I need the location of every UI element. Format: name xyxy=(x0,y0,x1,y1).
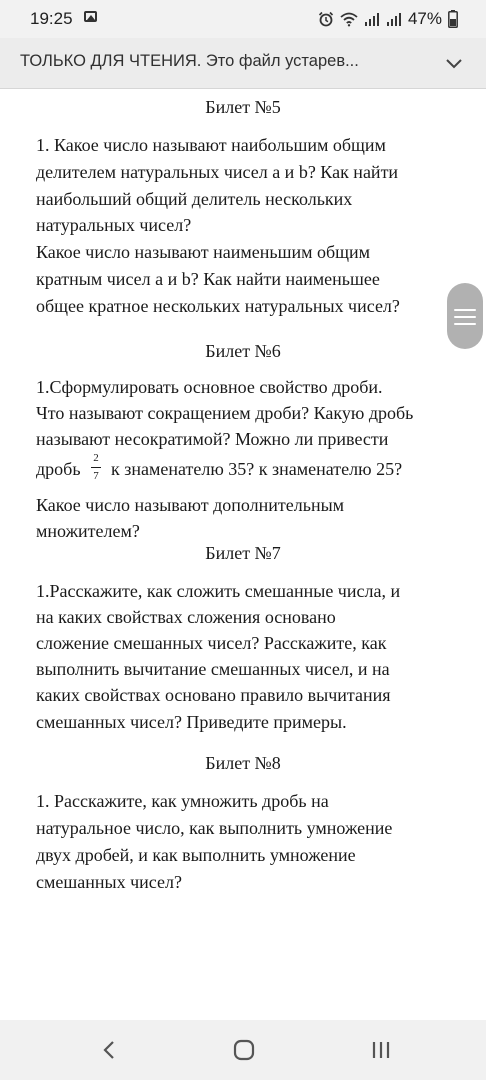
ticket-6-fraction-suffix: к знаменателю 35? к знаменателю 25? xyxy=(111,459,403,479)
alarm-icon xyxy=(318,11,334,27)
ticket-7-line: 1.Расскажите, как сложить смешанные числа, и xyxy=(36,581,401,601)
ticket-5-line: натуральных чисел? xyxy=(36,215,192,235)
ticket-7-line: выполнить вычитание смешанных чисел, и на xyxy=(36,659,390,679)
ticket-7-line: сложение смешанных чисел? Расскажите, как xyxy=(36,633,387,653)
ticket-5-line: делителем натуральных чисел а и b? Как найти xyxy=(36,162,399,182)
ticket-8-line: смешанных чисел? xyxy=(36,872,182,892)
ticket-8-line: двух дробей, и как выполнить умножение xyxy=(36,845,356,865)
signal-icon xyxy=(386,11,402,27)
ticket-5-line: кратным чисел а и b? Как найти наименьшее xyxy=(36,269,380,289)
scroll-handle[interactable] xyxy=(447,283,483,349)
ticket-7-line: каких свойствах основано правило вычитания xyxy=(36,685,391,705)
chevron-down-icon[interactable] xyxy=(442,51,466,75)
ticket-7-line: смешанных чисел? Приведите примеры. xyxy=(36,712,347,732)
fraction-denominator: 7 xyxy=(93,470,99,482)
gallery-icon xyxy=(84,11,97,22)
ticket-8-line: натуральное число, как выполнить умножение xyxy=(36,818,393,838)
battery-percent: 47% xyxy=(407,9,442,28)
fraction-numerator: 2 xyxy=(93,452,99,464)
back-icon[interactable] xyxy=(94,1034,126,1066)
handle-grip-line xyxy=(454,309,476,311)
ticket-5-line: Какое число называют наименьшим общим xyxy=(36,242,371,262)
status-time: 19:25 xyxy=(30,9,73,28)
navigation-bar xyxy=(0,1020,486,1080)
ticket-6-line: Какое число называют дополнительным xyxy=(36,495,345,515)
recent-apps-icon[interactable] xyxy=(365,1034,397,1066)
ticket-8-line: 1. Расскажите, как умножить дробь на xyxy=(36,791,329,811)
ticket-6-title: Билет №6 xyxy=(205,341,281,361)
status-icons xyxy=(318,8,458,30)
battery-icon xyxy=(448,10,458,28)
home-icon[interactable] xyxy=(228,1034,260,1066)
ticket-6-line: называют несократимой? Можно ли привести xyxy=(36,429,389,449)
ticket-6-line: Что называют сокращением дроби? Какую дробь xyxy=(36,403,414,423)
handle-grip-line xyxy=(454,316,476,318)
signal-icon xyxy=(364,11,380,27)
handle-grip-line xyxy=(454,323,476,325)
ticket-5-line: общее кратное нескольких натуральных чисел? xyxy=(36,296,400,316)
status-bar xyxy=(0,0,486,38)
ticket-6-fraction-prefix: дробь xyxy=(36,459,81,479)
ticket-6-line: множителем? xyxy=(36,521,140,541)
ticket-5-line: наибольший общий делитель нескольких xyxy=(36,189,353,209)
fraction-bar xyxy=(91,467,101,468)
ticket-5-title: Билет №5 xyxy=(205,97,281,117)
banner-text: ТОЛЬКО ДЛЯ ЧТЕНИЯ. Это файл устарев... xyxy=(20,52,359,70)
read-only-banner[interactable] xyxy=(0,38,486,89)
ticket-5-line: 1. Какое число называют наибольшим общим xyxy=(36,135,386,155)
ticket-7-line: на каких свойствах сложения основано xyxy=(36,607,336,627)
wifi-icon xyxy=(340,11,358,27)
ticket-8-title: Билет №8 xyxy=(205,753,281,773)
ticket-7-title: Билет №7 xyxy=(205,543,281,563)
document-page[interactable] xyxy=(0,89,486,1019)
ticket-6-line: 1.Сформулировать основное свойство дроби. xyxy=(36,377,383,397)
